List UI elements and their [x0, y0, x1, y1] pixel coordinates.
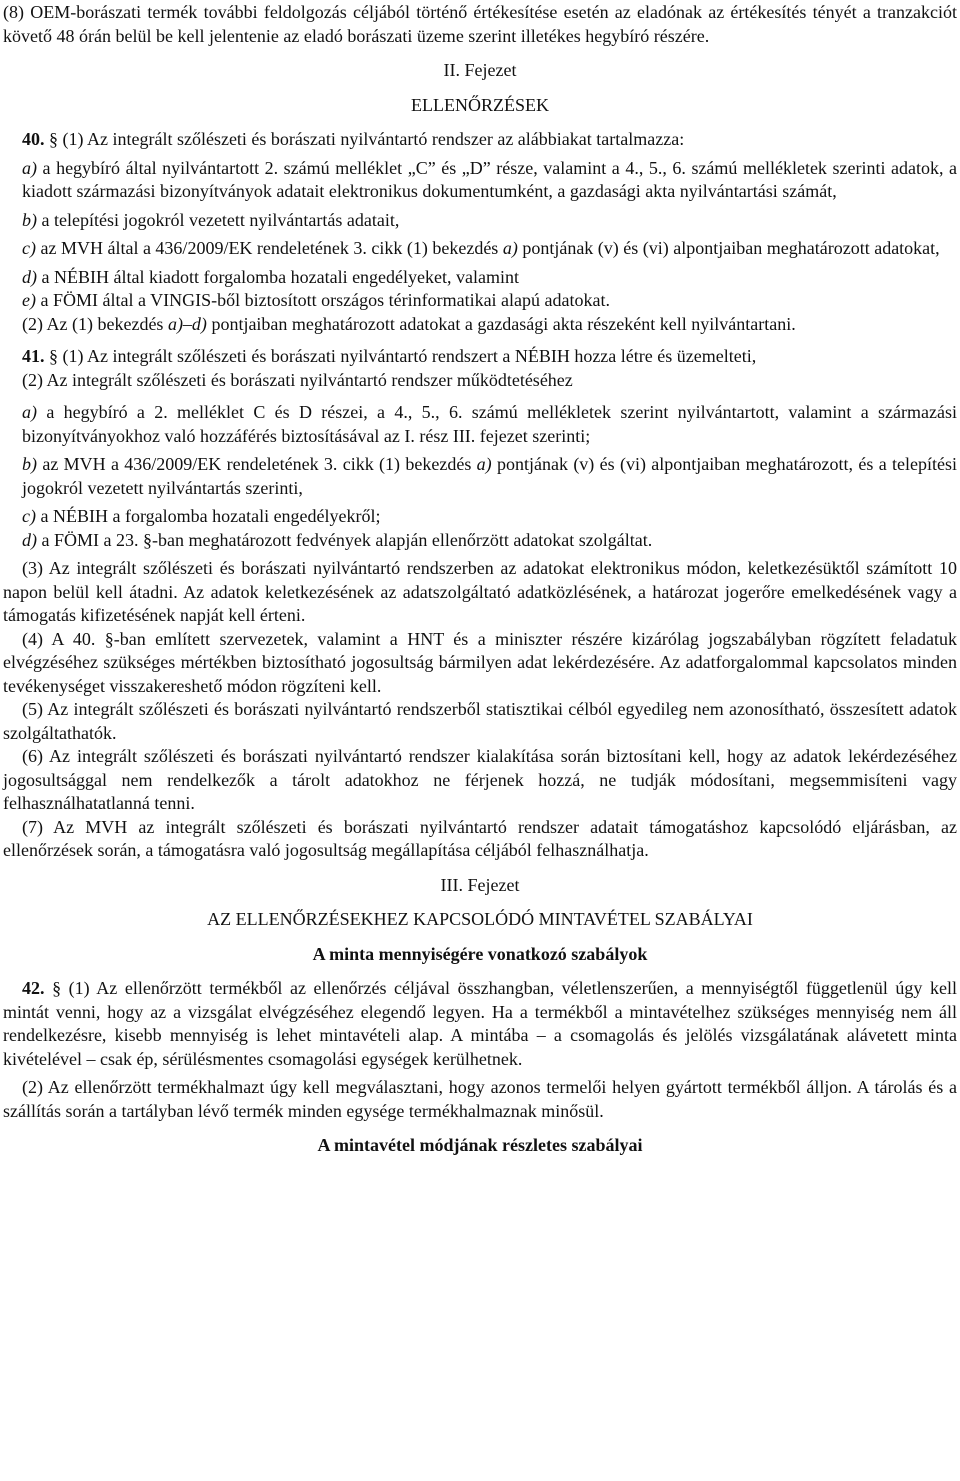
section-40-paragraph-1 [3, 128, 957, 152]
text-run: a NÉBIH által kiadott forgalomba hozatali engedélyeket, valamint [37, 266, 520, 287]
paragraph-8 [3, 1, 957, 48]
list-item-d [3, 266, 957, 290]
text-run: (2) Az (1) bekezdés [22, 313, 168, 334]
list-item-e [3, 289, 957, 313]
text-run: (7) Az MVH az integrált szőlészeti és borászati nyilvántartó rendszer adatait támogatáshoz kapcsolódó eljárásban, az ellenőrzések során, a támogatásra való jogosultság megállapítása céljából felhasználhatja. [3, 816, 957, 860]
item-marker: a)–d) [167, 313, 207, 334]
text-run: pontjának (v) és (vi) alpontjaiban meghatározott adatokat, [517, 238, 940, 258]
text-run: ELLENŐRZÉSEK [411, 94, 549, 115]
list-item-a [3, 157, 957, 204]
item-marker: c) [22, 238, 36, 258]
section-42-paragraph-2 [3, 1076, 957, 1123]
list-item-d [3, 529, 957, 553]
section-41-paragraph-1 [3, 345, 957, 369]
text-run: pontjaiban meghatározott adatokat a gazdasági akta részeként kell nyilvántartani. [206, 313, 796, 334]
section-number: 42. [22, 978, 45, 998]
text-run: § (1) Az ellenőrzött termékből az ellenőrzés céljával összhangban, véletlenszerűen, a mennyiségtől függetlenül úgy kell mintát venni, hogy az a vizsgálat elvégzéséhez elegendő legyen. Ha a termékből a mintavételhez szükséges mennyiség nem áll rendelkezésre, kisebb mennyiség is lehet mintavételi alap. A mintába – a csomagolás és jelölés vizsgálatának alávetett minta kivételével – csak ép, sérülésmentes csomagolási egységek kerülhetnek. [3, 978, 957, 1069]
text-run: a hegybíró által nyilvántartott 2. számú melléklet „C” és „D” része, valamint a 4., 5., 6. számú mellékletek szerinti adatok, a kiadott származási bizonyítványok adatait elektronikus dokumentumként, a gazdasági akta nyilvántartási számát, [22, 157, 957, 201]
item-marker: a) [502, 238, 518, 258]
item-marker: a) [22, 157, 37, 178]
list-item-c [3, 505, 957, 529]
text-run: (4) A 40. §-ban említett szervezetek, valamint a HNT és a miniszter részére kizárólag jogszabályban rögzített feladatuk elvégzéséhez szükséges mértékben biztosítható jogosultság bármilyen adat lekérdezésére. Az adatforgalommal kapcsolatos minden tevékenységet visszakereshető módon rögzíteni kell. [3, 628, 957, 696]
text-run: (6) Az integrált szőlészeti és borászati nyilvántartó rendszer kialakítása során biztosítani kell, hogy az adatok lekérdezéséhez jogosultsággal nem rendelkezők a tárolt adatokhoz ne férjenek hozzá, ne tudják módosítani, megsemmisíteni vagy felhasználhatatlanná tenni. [3, 746, 957, 813]
section-41-paragraph-7 [3, 816, 957, 863]
section-41-paragraph-4 [3, 628, 957, 699]
text-run: a telepítési jogokról vezetett nyilvántartás adatait, [37, 209, 400, 230]
text-run: a FÖMI által a VINGIS-ből biztosított országos térinformatikai alapú adatokat. [35, 290, 611, 310]
text-run: A minta mennyiségére vonatkozó szabályok [312, 943, 648, 964]
section-41-paragraph-5 [3, 698, 957, 745]
section-41-paragraph-3 [3, 557, 957, 628]
text-run: AZ ELLENŐRZÉSEKHEZ KAPCSOLÓDÓ MINTAVÉTEL SZABÁLYAI [207, 909, 753, 929]
text-run: az MVH által a 436/2009/EK rendeletének 3. cikk (1) bekezdés [35, 238, 503, 258]
text-run: § (1) Az integrált szőlészeti és borászati nyilvántartó rendszer az alábbiakat tartalmazza: [44, 129, 685, 149]
text-run: (2) Az integrált szőlészeti és borászati nyilvántartó rendszer működtetéséhez [22, 369, 573, 390]
chapter-heading [3, 874, 957, 898]
text-run: a FÖMI a 23. §-ban meghatározott fedvények alapján ellenőrzött adatokat szolgáltat. [37, 529, 653, 550]
text-run: II. Fejezet [443, 60, 517, 80]
subheading [3, 943, 957, 967]
item-marker: a) [476, 454, 492, 474]
section-number: 41. [22, 346, 45, 366]
text-run: (3) Az integrált szőlészeti és borászati nyilvántartó rendszerben az adatokat elektronikus módon, keletkezésüktől számított 10 napon belül kell átadni. Az adatok keletkezésének az adatszolgáltató adatközlésének, a határozat jogerőre emelkedésének vagy a támogatás kifizetésének napját kell érteni. [3, 558, 957, 625]
text-run: (5) Az integrált szőlészeti és borászati nyilvántartó rendszerből statisztikai célból egyedileg nem azonosítható, összesített adatok szolgáltathatók. [3, 699, 957, 743]
subheading [3, 1134, 957, 1158]
item-marker: e) [22, 290, 36, 310]
item-marker: b) [22, 209, 37, 230]
list-item-b [3, 453, 957, 500]
text-run: az MVH a 436/2009/EK rendeletének 3. cikk (1) bekezdés [37, 454, 477, 474]
text-run: (2) Az ellenőrzött termékhalmazt úgy kell megválasztani, hogy azonos termelői helyen gyártott termékből álljon. A tárolás és a szállítás során a tartályban lévő termék minden egysége termékhalmaznak minősül. [3, 1077, 957, 1121]
item-marker: a) [22, 402, 37, 422]
item-marker: b) [22, 454, 37, 474]
item-marker: d) [22, 266, 37, 287]
text-run: a NÉBIH a forgalomba hozatali engedélyekről; [35, 506, 381, 526]
section-41-paragraph-6 [3, 745, 957, 816]
text-run: pontjának (v) és (vi) alpontjaiban meghatározott, és a telepítési jogokról vezetett nyilvántartás szerinti, [22, 454, 957, 498]
section-number: 40. [22, 129, 45, 149]
chapter-heading [3, 59, 957, 83]
text-run: a hegybíró a 2. melléklet C és D részei, a 4., 5., 6. számú mellékletek szerint nyilvántartott, valamint a származási bizonyítványokhoz való hozzáférés biztosításával az I. rész III. fejezet szerinti; [22, 402, 957, 446]
text-run: § (1) Az integrált szőlészeti és borászati nyilvántartó rendszert a NÉBIH hozza létre és üzemelteti, [44, 346, 757, 366]
section-41-paragraph-2 [3, 369, 957, 393]
text-run: (8) OEM-borászati termék további feldolgozás céljából történő értékesítése esetén az eladónak az értékesítés tényét a tranzakciót követő 48 órán belül be kell jelentenie az eladó borászati üzeme szerint illetékes hegybíró részére. [3, 2, 957, 46]
section-42-paragraph-1 [3, 977, 957, 1071]
chapter-title [3, 94, 957, 118]
list-item-c [3, 237, 957, 261]
item-marker: c) [22, 506, 36, 526]
section-40-paragraph-2 [3, 313, 957, 337]
text-run: III. Fejezet [440, 874, 520, 895]
item-marker: d) [22, 529, 37, 550]
chapter-title [3, 908, 957, 932]
list-item-b [3, 209, 957, 233]
text-run: A mintavétel módjának részletes szabályai [317, 1135, 643, 1155]
list-item-a [3, 401, 957, 448]
